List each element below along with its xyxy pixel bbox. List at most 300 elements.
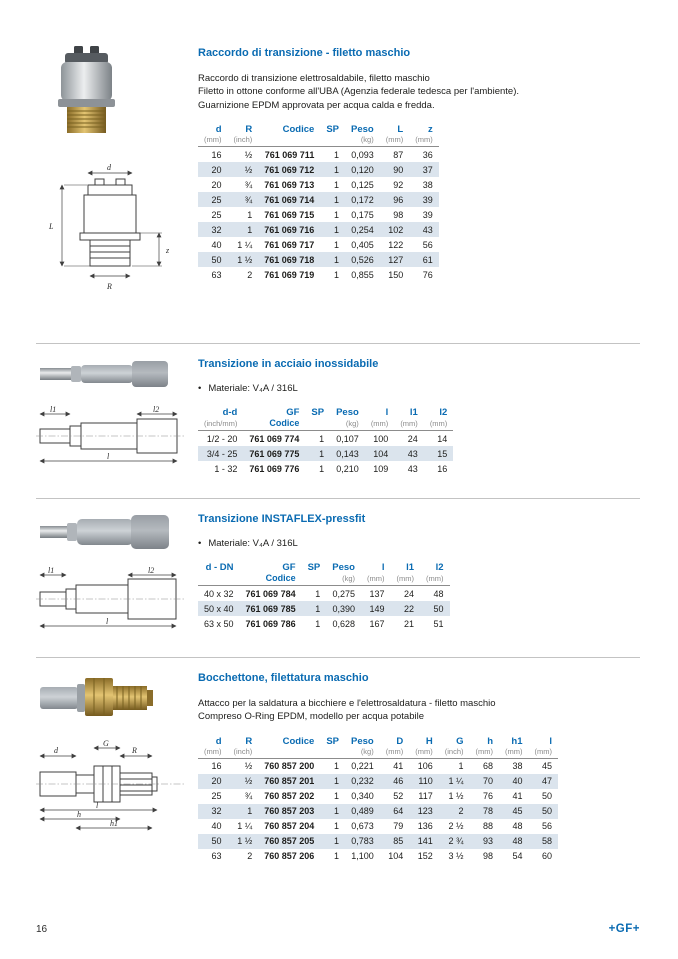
dim-label-l1: l1 — [48, 566, 55, 575]
technical-drawing-union-fitting — [36, 738, 188, 832]
table-cell: 76 — [482, 791, 493, 802]
table-row — [198, 237, 439, 252]
table-cell: 39 — [422, 209, 433, 220]
table-cell: 45 — [512, 806, 523, 817]
table-cell: ¾ — [244, 791, 253, 802]
table-cell: 0,107 — [336, 433, 359, 444]
column-header: l1 — [406, 562, 414, 574]
section-title: Transizione INSTAFLEX-pressfit — [198, 513, 366, 525]
dim-label-l: l — [106, 617, 109, 626]
table-cell: 50 — [541, 806, 552, 817]
column-header: H — [425, 735, 433, 747]
column-header: l2 — [435, 562, 444, 574]
table-cell: 39 — [422, 194, 433, 205]
section-title: Bocchettone, filettatura maschio — [198, 672, 369, 684]
column-header: l — [385, 407, 389, 419]
table-cell: 50 — [433, 603, 444, 614]
table-cell: 41 — [512, 791, 523, 802]
table-cell: 96 — [393, 194, 404, 205]
section-transizione-inox — [36, 356, 640, 498]
table-cell: 61 — [422, 254, 433, 265]
column-unit: (mm) — [420, 573, 450, 586]
dim-label-d: d — [54, 746, 58, 755]
product-table — [198, 123, 439, 282]
column-header: SP — [307, 562, 321, 574]
product-photo-union-fitting — [38, 670, 163, 724]
table-cell: 1,100 — [351, 851, 374, 862]
table-units-row — [198, 418, 453, 431]
table-row — [198, 601, 450, 616]
product-table — [198, 406, 453, 476]
table-cell: 167 — [369, 618, 385, 629]
article-code-cell: 760 857 201 — [264, 776, 315, 787]
table-cell: 1 — [334, 254, 340, 265]
table-cell: 127 — [388, 254, 404, 265]
table-cell: 152 — [417, 851, 433, 862]
article-code-cell: 761 069 718 — [264, 254, 315, 265]
article-code-cell: 761 069 776 — [249, 463, 300, 474]
table-cell: 2 ½ — [448, 821, 464, 832]
column-header: d — [215, 124, 222, 136]
table-cell: 104 — [373, 448, 389, 459]
table-cell: 1 — [334, 149, 340, 160]
table-cell: 1 — [315, 603, 321, 614]
column-header: R — [245, 735, 253, 747]
column-unit — [302, 573, 327, 586]
description-line: Guarnizione EPDM approvata per acqua calda e fredda. — [198, 99, 435, 111]
table-cell: 41 — [393, 761, 404, 772]
table-cell: 1 — [334, 836, 340, 847]
table-cell: 20 — [211, 179, 222, 190]
table-row — [198, 446, 453, 461]
page-footer — [36, 923, 640, 935]
table-cell: 100 — [373, 433, 389, 444]
table-cell: 2 ¾ — [448, 836, 464, 847]
column-unit: (mm) — [380, 747, 410, 759]
article-code-cell: 761 069 711 — [264, 149, 315, 160]
section-divider — [36, 657, 640, 658]
table-cell: 1 — [334, 224, 340, 235]
table-row — [198, 586, 450, 602]
column-header: z — [427, 124, 433, 136]
table-cell: 0,254 — [351, 224, 374, 235]
description-line: Raccordo di transizione elettrosaldabile, filetto maschio — [198, 73, 430, 84]
article-code-cell: 760 857 202 — [264, 791, 315, 802]
product-table — [198, 735, 558, 864]
table-cell: 0,628 — [332, 618, 355, 629]
technical-drawing-transition — [38, 163, 188, 331]
table-cell: 20 — [211, 776, 222, 787]
table-cell: 25 — [211, 209, 222, 220]
column-header: GF — [286, 407, 300, 419]
table-cell: 50 — [211, 254, 222, 265]
table-cell: 1 — [247, 209, 253, 220]
figure-column — [36, 511, 198, 657]
article-code-cell: 761 069 713 — [264, 179, 315, 190]
table-cell: 32 — [211, 806, 222, 817]
table-cell: 1 — [334, 806, 340, 817]
section-description — [198, 697, 640, 724]
table-row — [198, 758, 558, 774]
table-row — [198, 431, 453, 447]
table-cell: 137 — [369, 588, 385, 599]
section-divider — [36, 343, 640, 344]
table-cell: 68 — [482, 761, 493, 772]
table-cell: 38 — [512, 761, 523, 772]
column-header: Codice — [282, 735, 315, 747]
table-cell: 15 — [437, 448, 448, 459]
table-cell: 50 — [541, 791, 552, 802]
table-cell: 40 — [512, 776, 523, 787]
table-cell: 104 — [388, 851, 404, 862]
column-header: G — [456, 735, 464, 747]
column-header: R — [245, 124, 253, 136]
dim-label-d: d — [107, 163, 111, 172]
table-cell: 70 — [482, 776, 493, 787]
column-header: Peso — [351, 735, 374, 747]
table-cell: 110 — [418, 776, 433, 787]
column-header: Peso — [332, 562, 355, 574]
column-unit — [320, 747, 345, 759]
table-header-row — [198, 406, 453, 418]
table-cell: 0,390 — [332, 603, 355, 614]
table-cell: 1/2 - 20 — [206, 433, 238, 444]
article-code-cell: 760 857 206 — [264, 851, 315, 862]
table-units-row — [198, 573, 450, 586]
table-cell: 1 — [334, 179, 340, 190]
column-header: D — [396, 735, 404, 747]
dim-label-l2: l2 — [148, 566, 155, 575]
bullet-icon: • — [198, 538, 202, 549]
table-cell: 48 — [512, 836, 523, 847]
section-divider — [36, 498, 640, 499]
table-cell: 136 — [417, 821, 433, 832]
column-unit: (mm) — [380, 135, 410, 147]
column-header: GF — [282, 562, 296, 574]
technical-drawing-instaflex-transition — [36, 565, 186, 631]
table-cell: 2 — [247, 269, 253, 280]
table-cell: 40 — [211, 239, 222, 250]
column-header: SP — [326, 124, 340, 136]
table-cell: 43 — [407, 463, 418, 474]
column-unit: (inch) — [228, 747, 259, 759]
table-cell: 1 — [334, 239, 340, 250]
description-line: Attacco per la saldatura a bicchiere e l'elettrosaldatura - filetto maschio — [198, 698, 496, 709]
column-unit: (mm) — [198, 135, 228, 147]
table-cell: ½ — [244, 164, 253, 175]
table-cell: 50 — [211, 836, 222, 847]
column-unit: (mm) — [391, 573, 421, 586]
table-cell: 48 — [433, 588, 444, 599]
column-unit: Codice — [243, 418, 305, 431]
table-cell: 0,120 — [351, 164, 374, 175]
table-cell: 52 — [393, 791, 404, 802]
column-header: L — [397, 124, 404, 136]
column-unit: (inch) — [439, 747, 470, 759]
column-unit: (mm) — [409, 135, 439, 147]
column-unit: (mm) — [198, 747, 228, 759]
table-row — [198, 804, 558, 819]
article-code-cell: 761 069 784 — [245, 588, 296, 599]
column-unit: (kg) — [330, 418, 365, 431]
column-unit — [258, 747, 320, 759]
table-cell: 90 — [393, 164, 404, 175]
table-cell: 0,489 — [351, 806, 374, 817]
table-cell: 63 — [211, 269, 222, 280]
technical-drawing-stainless-transition — [36, 404, 186, 466]
table-cell: 123 — [417, 806, 433, 817]
table-cell: 1 ¼ — [448, 776, 464, 787]
column-unit — [305, 418, 330, 431]
figure-column — [36, 356, 198, 498]
table-cell: 3 ½ — [448, 851, 464, 862]
page-number: 16 — [36, 924, 48, 935]
section-title: Transizione in acciaio inossidabile — [198, 358, 379, 370]
table-cell: ½ — [244, 776, 253, 787]
table-cell: 1 — [458, 761, 464, 772]
table-row — [198, 267, 439, 282]
table-cell: 0,172 — [351, 194, 374, 205]
table-cell: 25 — [211, 791, 222, 802]
table-cell: 149 — [369, 603, 385, 614]
table-cell: 32 — [211, 224, 222, 235]
table-cell: 1 — [334, 776, 340, 787]
table-cell: 1 — [334, 209, 340, 220]
article-code-cell: 760 857 205 — [264, 836, 315, 847]
figure-column — [36, 670, 198, 900]
column-header: SP — [311, 407, 325, 419]
table-row — [198, 789, 558, 804]
table-cell: 0,210 — [336, 463, 359, 474]
section-raccordo-transizione — [36, 45, 640, 343]
table-cell: 117 — [418, 791, 433, 802]
table-units-row — [198, 747, 558, 759]
table-cell: 36 — [422, 149, 433, 160]
article-code-cell: 760 857 203 — [264, 806, 315, 817]
table-cell: 37 — [422, 164, 433, 175]
table-cell: 1 — [319, 448, 325, 459]
product-table — [198, 561, 450, 631]
article-code-cell: 761 069 712 — [264, 164, 315, 175]
column-unit: (kg) — [345, 747, 380, 759]
table-cell: 14 — [437, 433, 448, 444]
section-bocchettone — [36, 670, 640, 900]
table-cell: 56 — [541, 821, 552, 832]
dim-label-G: G — [103, 739, 109, 748]
column-header: l — [549, 735, 552, 747]
table-cell: 1 — [319, 433, 325, 444]
table-cell: 76 — [422, 269, 433, 280]
product-photo-electrofusion-transition — [38, 45, 134, 137]
table-cell: 1 — [247, 224, 253, 235]
table-cell: 64 — [393, 806, 404, 817]
dim-label-R: R — [132, 746, 137, 755]
table-cell: 0,221 — [351, 761, 374, 772]
column-header: SP — [326, 735, 340, 747]
article-code-cell: 761 069 775 — [249, 448, 300, 459]
table-cell: 3/4 - 25 — [206, 448, 238, 459]
dim-label-l2: l2 — [153, 405, 160, 414]
table-cell: ¾ — [244, 179, 253, 190]
table-cell: 109 — [373, 463, 389, 474]
column-header: l1 — [409, 407, 418, 419]
column-header: h1 — [511, 735, 523, 747]
bullet-item — [198, 538, 640, 550]
table-row — [198, 819, 558, 834]
table-cell: 1 - 32 — [214, 463, 238, 474]
table-cell: 1 — [334, 164, 340, 175]
column-unit: (mm) — [365, 418, 395, 431]
column-header: Peso — [336, 407, 359, 419]
column-unit: (mm) — [529, 747, 559, 759]
table-header-row — [198, 561, 450, 573]
column-header: Peso — [351, 124, 374, 136]
article-code-cell: 761 069 715 — [264, 209, 315, 220]
table-cell: 58 — [541, 836, 552, 847]
table-cell: 1 — [319, 463, 325, 474]
article-code-cell: 761 069 774 — [249, 433, 300, 444]
table-cell: 141 — [417, 836, 433, 847]
table-cell: ½ — [244, 761, 253, 772]
table-cell: 20 — [211, 164, 222, 175]
table-cell: 93 — [482, 836, 493, 847]
table-cell: 46 — [393, 776, 404, 787]
column-unit: (kg) — [326, 573, 361, 586]
column-unit: (mm) — [394, 418, 424, 431]
table-cell: 43 — [407, 448, 418, 459]
dim-label-R: R — [107, 282, 112, 291]
table-units-row — [198, 135, 439, 147]
table-cell: 40 x 32 — [204, 588, 234, 599]
column-header: l — [381, 562, 385, 574]
table-cell: 92 — [393, 179, 404, 190]
column-unit: (mm) — [424, 418, 454, 431]
column-header: Codice — [282, 124, 315, 136]
table-cell: 25 — [211, 194, 222, 205]
table-cell: 54 — [512, 851, 523, 862]
table-row — [198, 616, 450, 631]
table-cell: 1 — [334, 269, 340, 280]
column-unit: (mm) — [470, 747, 500, 759]
table-row — [198, 849, 558, 864]
table-cell: 24 — [407, 433, 418, 444]
column-unit: (mm) — [499, 747, 529, 759]
table-cell: 47 — [541, 776, 552, 787]
dim-label-z: z — [166, 246, 170, 255]
table-cell: 0,673 — [351, 821, 374, 832]
table-cell: 87 — [393, 149, 404, 160]
table-cell: ½ — [244, 149, 253, 160]
bullet-text: Materiale: V₄A / 316L — [208, 538, 298, 549]
table-cell: 0,526 — [351, 254, 374, 265]
column-header: d — [215, 735, 222, 747]
table-cell: 1 ½ — [448, 791, 464, 802]
table-row — [198, 222, 439, 237]
column-unit: (kg) — [345, 135, 380, 147]
section-transizione-instaflex — [36, 511, 640, 657]
section-title: Raccordo di transizione - filetto maschio — [198, 47, 411, 59]
table-cell: 0,093 — [351, 149, 374, 160]
table-cell: 1 ½ — [237, 836, 253, 847]
column-unit — [258, 135, 320, 147]
table-cell: 0,405 — [351, 239, 374, 250]
table-cell: 78 — [482, 806, 493, 817]
table-cell: 0,855 — [351, 269, 374, 280]
article-code-cell: 760 857 200 — [264, 761, 315, 772]
table-cell: 98 — [482, 851, 493, 862]
table-cell: 122 — [388, 239, 404, 250]
product-photo-stainless-transition — [38, 356, 173, 392]
table-header-row — [198, 123, 439, 135]
table-row — [198, 192, 439, 207]
table-cell: 45 — [541, 761, 552, 772]
table-cell: 16 — [211, 149, 222, 160]
table-cell: 98 — [393, 209, 404, 220]
table-cell: 1 — [334, 851, 340, 862]
table-cell: 24 — [403, 588, 414, 599]
gf-logo: +GF+ — [608, 923, 640, 935]
figure-column — [36, 45, 198, 343]
column-header: h — [487, 735, 493, 747]
table-cell: 56 — [422, 239, 433, 250]
table-cell: 0,232 — [351, 776, 374, 787]
description-line: Compreso O-Ring EPDM, modello per acqua potabile — [198, 711, 424, 723]
table-row — [198, 834, 558, 849]
article-code-cell: 761 069 785 — [245, 603, 296, 614]
column-unit — [198, 573, 240, 586]
table-cell: 0,275 — [332, 588, 355, 599]
column-header: d-d — [222, 407, 238, 419]
article-code-cell: 761 069 714 — [264, 194, 315, 205]
table-cell: 40 — [211, 821, 222, 832]
article-code-cell: 760 857 204 — [264, 821, 315, 832]
bullet-icon: • — [198, 383, 202, 394]
column-unit: (mm) — [361, 573, 391, 586]
table-row — [198, 147, 439, 163]
table-cell: 22 — [403, 603, 414, 614]
table-cell: 1 — [334, 194, 340, 205]
table-cell: 150 — [388, 269, 404, 280]
table-row — [198, 162, 439, 177]
table-cell: 1 — [334, 761, 340, 772]
table-cell: 1 — [315, 588, 321, 599]
table-cell: 102 — [388, 224, 404, 235]
dim-label-L: L — [49, 222, 54, 231]
table-cell: 106 — [417, 761, 433, 772]
table-cell: 1 — [315, 618, 321, 629]
table-cell: ¾ — [244, 194, 253, 205]
table-cell: 63 — [211, 851, 222, 862]
table-cell: 0,143 — [336, 448, 359, 459]
article-code-cell: 761 069 719 — [264, 269, 315, 280]
table-cell: 2 — [247, 851, 253, 862]
column-header: d - DN — [205, 562, 234, 574]
dim-label-h1: h1 — [110, 819, 118, 828]
table-cell: 51 — [433, 618, 444, 629]
table-cell: 48 — [512, 821, 523, 832]
dim-label-l: l — [96, 801, 99, 810]
article-code-cell: 761 069 716 — [264, 224, 315, 235]
table-cell: 60 — [541, 851, 552, 862]
table-cell: 1 — [334, 821, 340, 832]
table-cell: 1 ½ — [237, 254, 253, 265]
table-cell: 38 — [422, 179, 433, 190]
column-unit: Codice — [240, 573, 302, 586]
column-unit — [320, 135, 345, 147]
section-description — [198, 72, 640, 112]
column-unit: (inch) — [228, 135, 259, 147]
table-cell: 0,783 — [351, 836, 374, 847]
